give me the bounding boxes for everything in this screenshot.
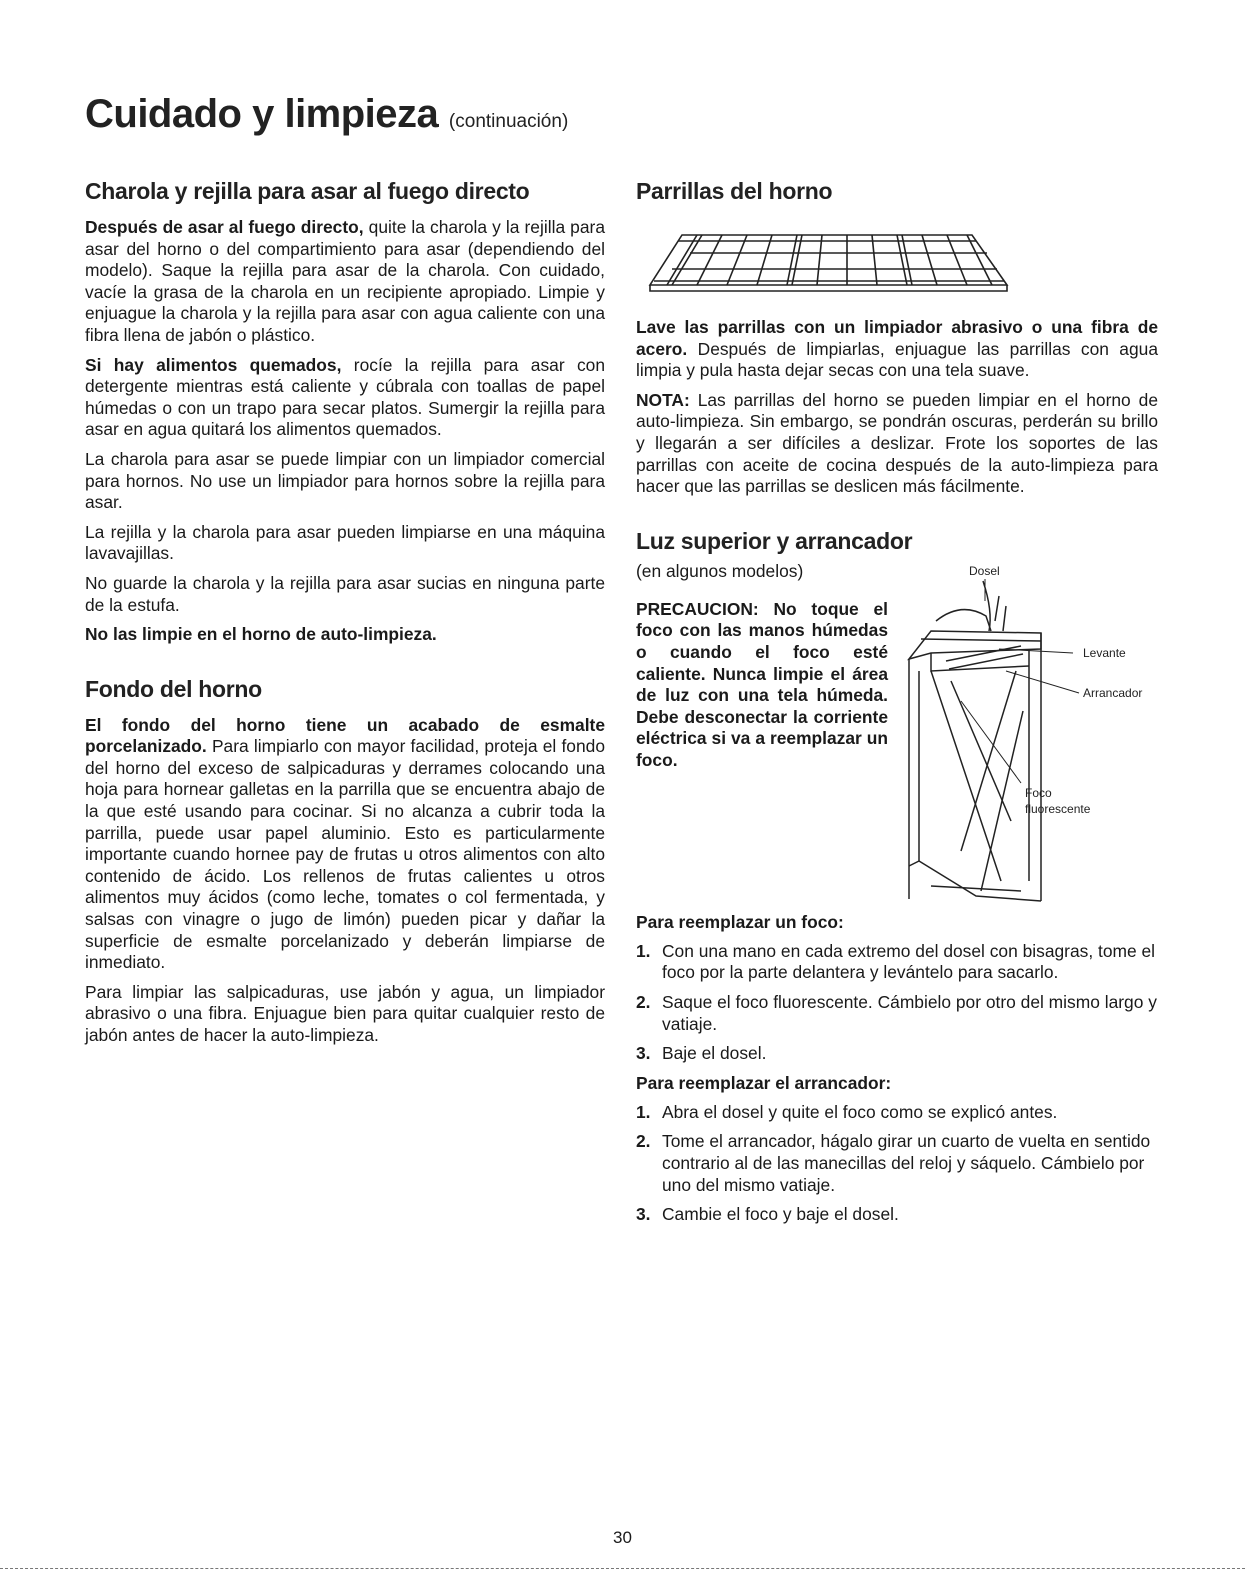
right-column xyxy=(636,178,1158,1234)
paragraph-text: rocíe la rejilla para asar con detergente mientras está caliente y cúbrala con toallas de papel húmedas o con un trapo para secar platos. Sumergir la rejilla para asar en agua quitará los alimentos quemados. xyxy=(85,354,606,440)
note-label: NOTA: xyxy=(636,389,690,410)
paragraph xyxy=(636,317,1158,382)
step-number: 2. xyxy=(636,1131,651,1152)
label-levante: Levante xyxy=(1083,645,1126,660)
paragraph-text: Después de limpiarlas, enjuague las parrillas con agua limpia y pula hasta dejar secas con una tela suave. xyxy=(636,338,1158,381)
replace-starter-steps xyxy=(636,1102,1158,1226)
paragraph xyxy=(85,217,605,347)
step-text: Cambie el foco y baje el dosel. xyxy=(662,1204,899,1225)
paragraph-text: Las parrillas del horno se pueden limpiar en el horno de auto-limpieza. Sin embargo, se pondrán oscuras, perderán su brillo y llegarán a ser difíciles a deslizar. Frote los soportes de las parrillas con aceite de cocina después de la auto-limpieza para hacer que las parrillas se deslicen más fácilmente. xyxy=(636,389,1158,497)
label-fluorescente: fluorescente xyxy=(1025,801,1091,816)
step-text: Con una mano en cada extremo del dosel con bisagras, tome el foco por la parte delantera y levántelo para sacarlo. xyxy=(662,940,1156,983)
replace-bulb-heading: Para reemplazar un foco: xyxy=(636,911,844,932)
paragraph: La charola para asar se puede limpiar con un limpiador comercial para hornos. No use un limpiador para hornos sobre la rejilla para asar. xyxy=(85,448,605,513)
step-item xyxy=(636,992,1158,1035)
step-number: 3. xyxy=(636,1043,651,1064)
label-arrancador: Arrancador xyxy=(1083,685,1143,700)
step-number: 1. xyxy=(636,940,651,961)
page-title-text: Cuidado y limpieza xyxy=(85,92,439,136)
page-title-subtitle: (continuación) xyxy=(448,111,569,132)
paragraph-lead: Si hay alimentos quemados, xyxy=(85,354,342,375)
section-heading-oven-racks: Parrillas del horno xyxy=(636,178,833,204)
paragraph-text: quite la charola y la rejilla para asar del horno o del compartimiento para asar (dependiendo del modelo). Saque la rejilla para asar de la charola. Con cuidado, vacíe la grasa de la charola en un recipiente apropiado. Limpie y enjuague la charola y la rejilla para asar con agua caliente con una fibra llena de jabón o plástico. xyxy=(85,217,605,345)
paragraph xyxy=(85,355,605,441)
step-text: Abra el dosel y quite el foco como se explicó antes. xyxy=(662,1101,1058,1122)
oven-rack-illustration xyxy=(642,227,1012,297)
label-dosel: Dosel xyxy=(969,563,1000,578)
step-item xyxy=(636,941,1158,984)
step-text: Baje el dosel. xyxy=(662,1043,767,1064)
paragraph-lead: Lave las parrillas con un limpiador abrasivo o una fibra de acero. xyxy=(636,317,1158,359)
page-number: 30 xyxy=(613,1528,632,1547)
step-item xyxy=(636,1102,1158,1124)
section-heading-light: Luz superior y arrancador xyxy=(636,527,913,554)
step-text: Saque el foco fluorescente. Cámbielo por otro del mismo largo y vatiaje. xyxy=(662,991,1157,1034)
light-canopy-illustration xyxy=(891,561,1166,906)
section-heading-oven-bottom: Fondo del horno xyxy=(85,675,262,702)
light-section xyxy=(636,561,1158,906)
step-item xyxy=(636,1131,1158,1196)
step-item xyxy=(636,1043,1158,1065)
models-note: (en algunos modelos) xyxy=(636,560,804,581)
page-title xyxy=(85,92,568,137)
paragraph: Para limpiar las salpicaduras, use jabón y agua, un limpiador abrasivo o una fibra. Enjuague bien para quitar cualquier resto de jabón antes de hacer la auto-limpieza. xyxy=(85,981,605,1045)
step-number: 2. xyxy=(636,991,651,1012)
paragraph-text: Para limpiarlo con mayor facilidad, proteja el fondo del horno del exceso de salpicaduras y derrames colocando una hoja para hornear galletas en la parrilla que se encuentra abajo de la que esté usando para cocinar. Si no alcanza a cubrir toda la parrilla, puede usar papel aluminio. Esto es particularmente importante cuando hornee pay de frutas u otros alimentos con alto contenido de ácido. Los rellenos de frutas calientes u otros alimentos muy ácidos (como leche, tomates o col fermentada, y salsas con vinagre o jugo de limón) pueden picar y dañar la superficie de esmalte porcelanizado y deberán limpiarse de inmediato. xyxy=(85,736,605,973)
step-text: Tome el arrancador, hágalo girar un cuarto de vuelta en sentido contrario al de las manecillas del reloj y sáquelo. Cámbielo por uno del mismo vatiaje. xyxy=(662,1131,1151,1195)
step-number: 3. xyxy=(636,1204,651,1225)
paragraph-lead: El fondo del horno tiene un acabado de esmalte porcelanizado. xyxy=(85,714,605,757)
section-heading-broiler: Charola y rejilla para asar al fuego directo xyxy=(85,178,530,204)
step-number: 1. xyxy=(636,1101,651,1122)
paragraph: No guarde la charola y la rejilla para asar sucias en ninguna parte de la estufa. xyxy=(85,572,605,615)
paragraph xyxy=(85,715,605,974)
caution-text: PRECAUCION: No toque el foco con las manos húmedas o cuando el foco esté caliente. Nunca limpie el área de luz con una tela húmeda. Debe desconectar la corriente eléctrica si va a reemplazar un foco. xyxy=(636,598,888,770)
replace-starter-heading: Para reemplazar el arrancador: xyxy=(636,1072,892,1093)
left-column xyxy=(85,178,605,1055)
footer-divider xyxy=(0,1568,1245,1569)
step-item xyxy=(636,1204,1158,1226)
paragraph-lead: Después de asar al fuego directo, xyxy=(85,217,364,237)
paragraph: La rejilla y la charola para asar pueden limpiarse en una máquina lavavajillas. xyxy=(85,521,605,564)
warning-paragraph: No las limpie en el horno de auto-limpieza. xyxy=(85,624,437,645)
replace-bulb-steps xyxy=(636,941,1158,1065)
label-foco: Foco xyxy=(1025,785,1052,800)
note-paragraph xyxy=(636,390,1158,498)
